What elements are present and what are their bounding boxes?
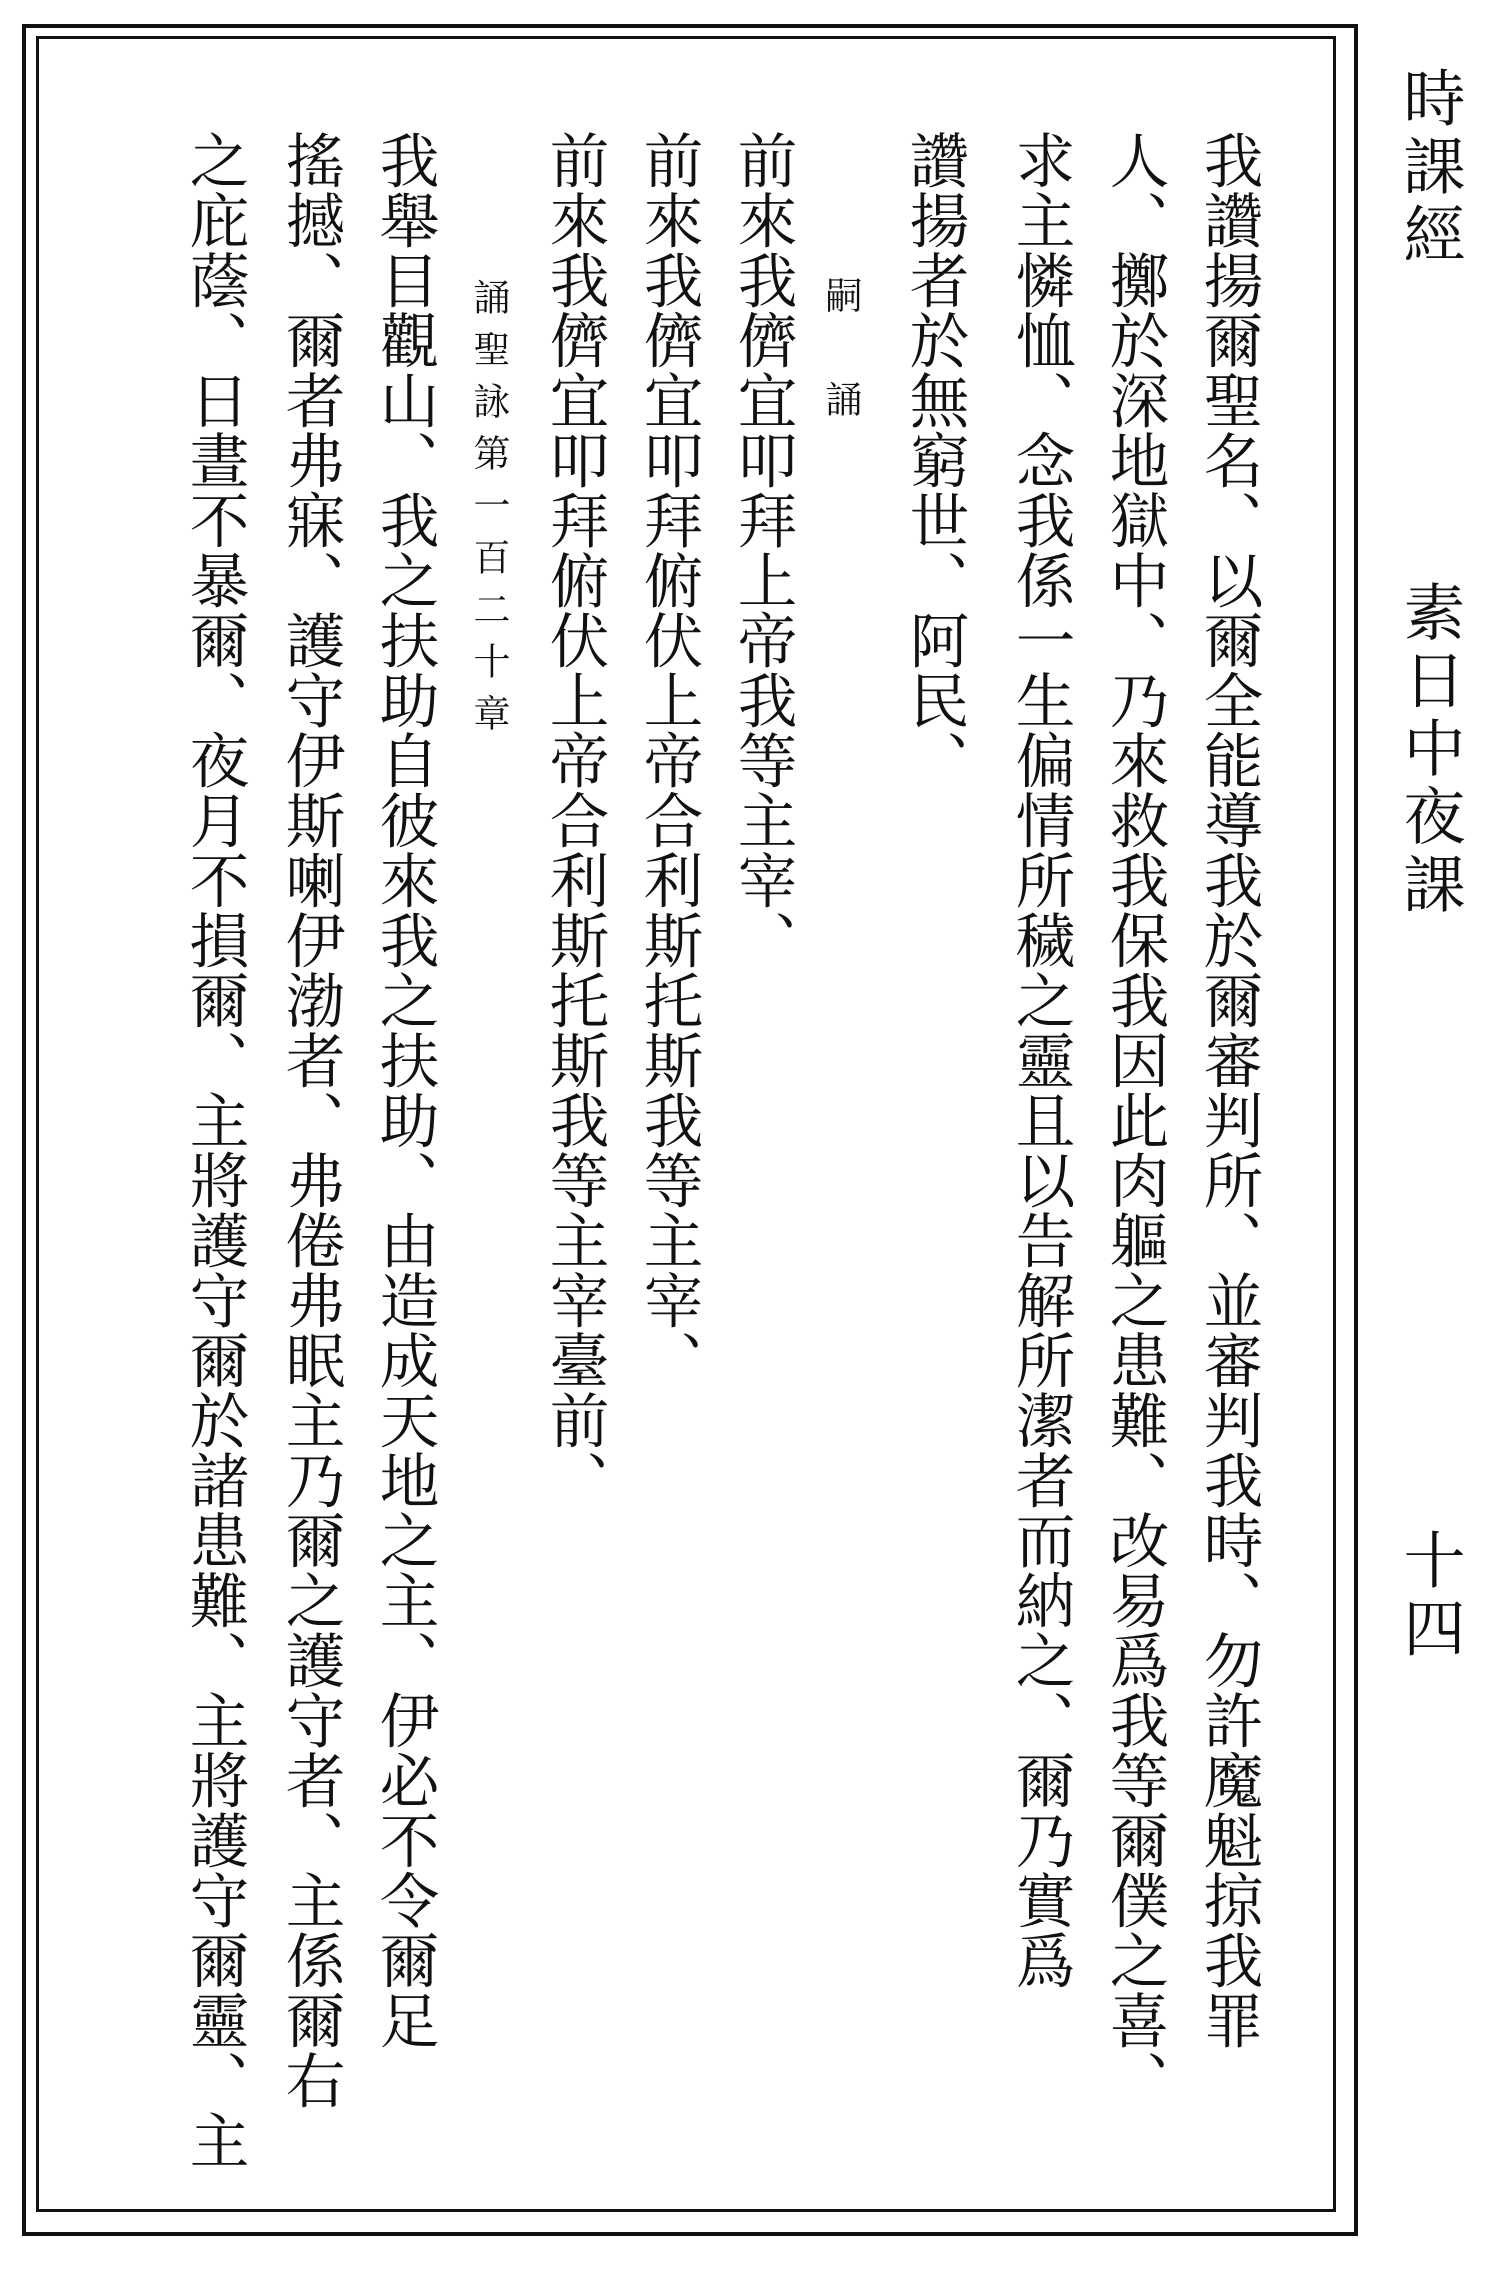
text-column-11: 搖撼、爾者弗寐、護守伊斯喇伊渤者、弗倦弗眠主乃爾之護守者、主係爾右	[275, 130, 345, 2110]
page-number: 十四	[1393, 1528, 1466, 1664]
rubric-then-recite: 嗣 誦	[819, 276, 862, 432]
margin-book-title: 時課經	[1393, 66, 1466, 270]
text-column-7: 前來我儕宜叩拜俯伏上帝合利斯托斯我等主宰、	[633, 130, 703, 1390]
text-column-10: 我舉目觀山、我之扶助自彼來我之扶助、由造成天地之主、伊必不令爾足	[369, 130, 439, 2050]
text-column-3: 求主憐恤、念我係一生偏情所穢之靈且以告解所潔者而納之、爾乃實爲	[1005, 130, 1075, 1990]
text-column-6: 前來我儕宜叩拜上帝我等主宰、	[727, 130, 797, 970]
text-column-4: 讚揚者於無窮世、阿民、	[899, 130, 969, 790]
text-column-1: 我讚揚爾聖名、以爾全能導我於爾審判所、並審判我時、勿許魔魁掠我罪	[1193, 130, 1263, 2050]
text-column-2: 人、擲於深地獄中、乃來救我保我因此肉軀之患難、改易爲我等爾僕之喜、	[1099, 130, 1169, 2110]
text-column-12: 之庇蔭、日晝不暴爾、夜月不損爾、主將護守爾於諸患難、主將護守爾靈、主	[179, 130, 249, 2170]
text-column-8: 前來我儕宜叩拜俯伏上帝合利斯托斯我等主宰臺前、	[539, 130, 609, 1510]
psalm-heading: 誦聖詠第一百二十章	[467, 278, 510, 746]
margin-section-title: 素日中夜課	[1393, 580, 1466, 920]
